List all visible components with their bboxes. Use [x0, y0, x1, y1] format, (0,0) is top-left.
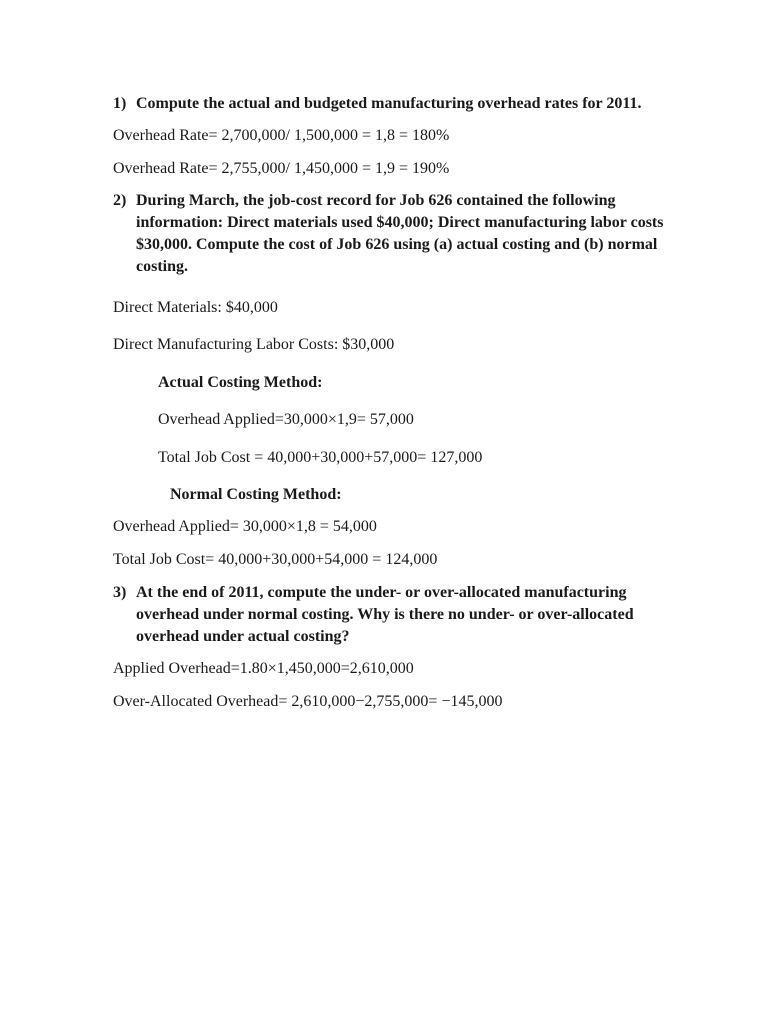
direct-labor-costs: Direct Manufacturing Labor Costs: $30,000 [113, 336, 395, 353]
question-3-line-1: At the end of 2011, compute the under- or over-allocated manufacturing [136, 584, 627, 601]
question-2-line-1: During March, the job-cost record for Job 626 contained the following [136, 192, 616, 209]
question-2-line-3: $30,000. Compute the cost of Job 626 using (a) actual costing and (b) normal [136, 236, 658, 253]
actual-costing-heading: Actual Costing Method: [158, 374, 323, 391]
actual-overhead-applied: Overhead Applied=30,000×1,9= 57,000 [158, 411, 414, 428]
question-3-line-2: overhead under normal costing. Why is there no under- or over-allocated [136, 606, 634, 623]
question-2-line-4: costing. [136, 258, 188, 275]
question-3-line-3: overhead under actual costing? [136, 628, 350, 645]
direct-materials: Direct Materials: $40,000 [113, 299, 278, 316]
actual-total-job-cost: Total Job Cost = 40,000+30,000+57,000= 127,000 [158, 449, 483, 466]
question-2-number: 2) [113, 192, 127, 209]
normal-overhead-applied: Overhead Applied= 30,000×1,8 = 54,000 [113, 518, 377, 535]
question-1-text: Compute the actual and budgeted manufacturing overhead rates for 2011. [136, 95, 642, 112]
normal-costing-heading: Normal Costing Method: [170, 486, 342, 503]
applied-overhead: Applied Overhead=1.80×1,450,000=2,610,000 [113, 660, 414, 677]
question-2-line-2: information: Direct materials used $40,000; Direct manufacturing labor costs [136, 214, 664, 231]
normal-total-job-cost: Total Job Cost= 40,000+30,000+54,000 = 124,000 [113, 551, 438, 568]
over-allocated-overhead: Over-Allocated Overhead= 2,610,000−2,755,000= −145,000 [113, 693, 503, 710]
budgeted-overhead-rate: Overhead Rate= 2,755,000/ 1,450,000 = 1,9 = 190% [113, 160, 450, 177]
question-3-number: 3) [113, 584, 127, 601]
actual-overhead-rate: Overhead Rate= 2,700,000/ 1,500,000 = 1,8 = 180% [113, 127, 450, 144]
question-1-number: 1) [113, 95, 127, 112]
